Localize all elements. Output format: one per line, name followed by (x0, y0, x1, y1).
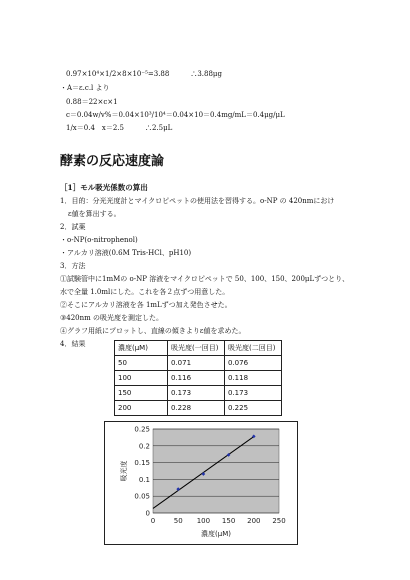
table-row (115, 371, 282, 386)
x-tick-label: 250 (272, 517, 286, 525)
absorbance-chart (105, 422, 297, 544)
table-cell: 0.173 (168, 386, 225, 401)
purpose-line-1: 1．目的：分光光度計とマイクロピペットの使用法を習得する。o-NP の 420nmにおけ (60, 197, 335, 205)
method-step: ①試験管中に1mMの o-NP 溶液をマイクロピペットで 50、100、150、200μLずつとり、 (60, 275, 350, 283)
x-tick-label: 100 (196, 517, 211, 525)
purpose-line-2: ε値を算出する。 (68, 210, 121, 218)
y-tick-label: 0.15 (134, 459, 150, 468)
results-table (114, 340, 282, 416)
method-step: 水で全量 1.0mlにした。これを各２点ずつ用意した。 (60, 288, 230, 296)
table-cell: 0.076 (225, 356, 282, 371)
table-row (115, 386, 282, 401)
table-cell: 50 (115, 356, 168, 371)
reagents-heading: 2．試薬 (60, 223, 86, 231)
table-cell: 200 (115, 401, 168, 416)
y-tick-label: 0.2 (138, 442, 150, 451)
method-heading: 3．方法 (60, 262, 86, 270)
plot-area (153, 429, 279, 513)
calc-line-5: 1/x＝0.4 x＝2.5 ∴2.5μL (66, 124, 173, 132)
chart-frame (104, 421, 298, 545)
reagent-item: ・o-NP(o-nitrophenol) (60, 236, 138, 244)
table-cell: 0.225 (225, 401, 282, 416)
y-axis-ticks (134, 426, 150, 518)
x-tick-label: 200 (247, 517, 261, 525)
table-cell: 100 (115, 371, 168, 386)
x-tick-label: 0 (150, 517, 156, 525)
table-cell: 0.228 (168, 401, 225, 416)
x-axis-label: 濃度(μM) (201, 530, 231, 538)
table-cell: 0.173 (225, 386, 282, 401)
table-header-cell: 吸光度(一回目) (168, 341, 225, 356)
y-tick-label: 0 (145, 509, 150, 518)
method-step: ④グラフ用紙にプロットし、直線の傾きよりε値を求めた。 (60, 327, 246, 335)
y-tick-label: 0.1 (138, 475, 150, 484)
table-cell: 0.116 (168, 371, 225, 386)
table-row (115, 401, 282, 416)
table-cell: 150 (115, 386, 168, 401)
table-header-cell: 濃度(μM) (115, 341, 168, 356)
table-header-row (115, 341, 282, 356)
method-step: ③420nm の吸光度を測定した。 (60, 314, 164, 322)
x-axis-ticks (151, 517, 286, 525)
reagent-item: ・アルカリ溶液(0.6M Tris-HCl、pH10) (60, 249, 192, 257)
subsection-title: ［1］モル吸光係数の算出 (60, 183, 148, 192)
table-row (115, 356, 282, 371)
section-title: 酵素の反応速度論 (60, 154, 165, 169)
y-tick-label: 0.05 (134, 492, 150, 501)
y-tick-label: 0.25 (134, 425, 150, 434)
calc-line-4: c＝0.04w/v%＝0.04×10³/10⁴＝0.04×10＝0.4mg/mL＝0.4μg/μL (66, 111, 285, 119)
table-header-cell: 吸光度(二回目) (225, 341, 282, 356)
method-step: ②そこにアルカリ溶液を各 1mLずつ加え発色させた。 (60, 301, 232, 309)
y-axis-label: 吸光度 (120, 460, 128, 482)
calc-line-1: 0.97×10⁴×1/2×8×10⁻⁵=3.88 ∴3.88μg (66, 70, 222, 78)
results-heading: 4．結果 (60, 340, 86, 348)
table-cell: 0.071 (168, 356, 225, 371)
calc-line-3: 0.88＝22×c×1 (66, 98, 118, 106)
x-tick-label: 50 (173, 517, 183, 525)
x-tick-label: 150 (221, 517, 236, 525)
table-cell: 0.118 (225, 371, 282, 386)
calc-line-2: ・A＝ε.c.l より (60, 84, 110, 92)
